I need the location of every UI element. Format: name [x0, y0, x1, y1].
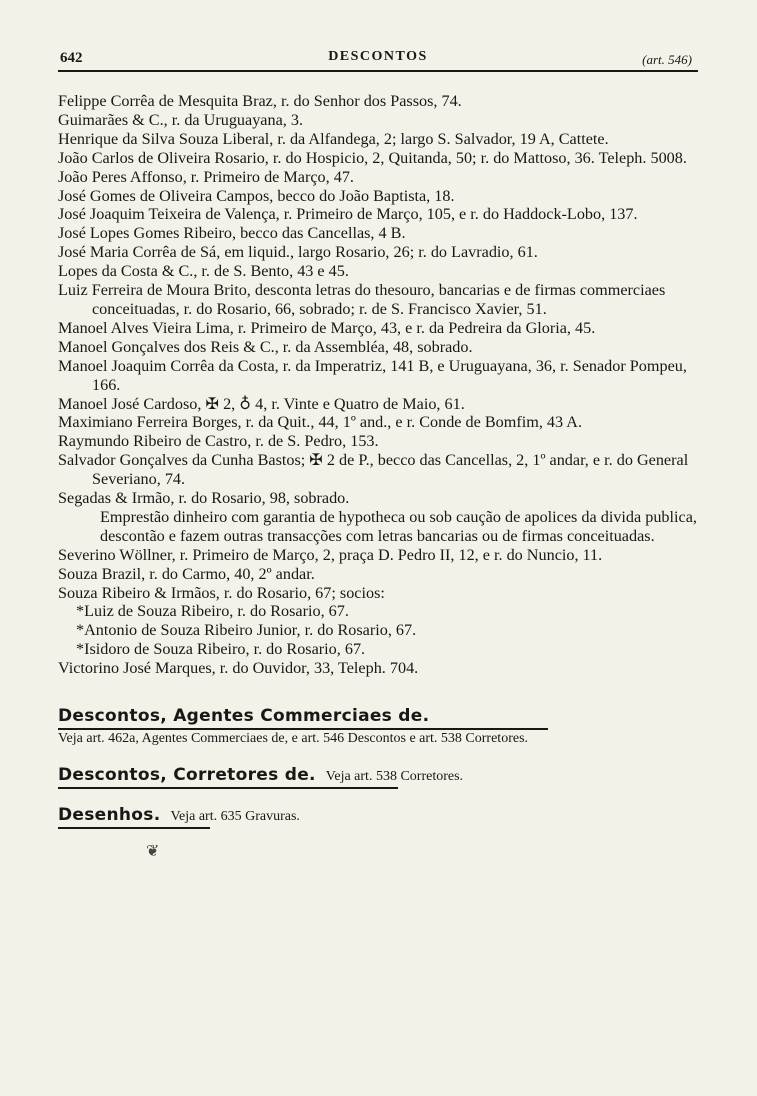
section-agentes — [58, 706, 666, 747]
entry: Manoel Gonçalves dos Reis & C., r. da Assembléa, 48, sobrado. — [58, 337, 473, 356]
article-reference: (art. 546) — [642, 52, 692, 67]
section-title: Desenhos. — [58, 805, 161, 826]
entry: Guimarães & C., r. da Uruguayana, 3. — [58, 110, 303, 129]
entry: Segadas & Irmão, r. do Rosario, 98, sobrado. — [58, 489, 350, 508]
section-note: Veja art. 462a, Agentes Commerciaes de, e art. 546 Descontos e art. 538 Corretores. — [58, 731, 529, 747]
entry: Souza Brazil, r. do Carmo, 40, 2º andar. — [58, 564, 315, 583]
section-desenhos — [58, 805, 666, 829]
entry-description: Emprestão dinheiro com garantia de hypotheca ou sob caução de apolices da divida publica, descontão e fazem outras transacções com letras bancarias ou de firmas conceituadas. — [100, 507, 697, 545]
page-number: 642 — [60, 50, 83, 66]
entry: João Carlos de Oliveira Rosario, r. do Hospicio, 2, Quitanda, 50; r. do Mattoso, 36. Teleph. 5008. — [58, 148, 687, 167]
entries-list — [58, 92, 698, 678]
entry: Victorino José Marques, r. do Ouvidor, 33, Teleph. 704. — [58, 659, 419, 678]
entry: José Joaquim Teixeira de Valença, r. Primeiro de Março, 105, e r. do Haddock-Lobo, 137. — [58, 205, 638, 224]
section-corretores — [58, 765, 666, 789]
entry: José Maria Corrêa de Sá, em liquid., largo Rosario, 26; r. do Lavradio, 61. — [58, 243, 538, 262]
entry: Manoel Alves Vieira Lima, r. Primeiro de Março, 43, e r. da Pedreira da Gloria, 45. — [58, 318, 596, 337]
entry: Maximiano Ferreira Borges, r. da Quit., 44, 1º and., e r. Conde de Bomfim, 43 A. — [58, 413, 582, 432]
section-rule — [58, 786, 398, 789]
ornament-icon: ❦ — [146, 841, 160, 861]
directory-page — [58, 44, 698, 860]
entry: Salvador Gonçalves da Cunha Bastos; ✠ 2 de P., becco das Cancellas, 2, 1º andar, e r. do General Severiano, 74. — [58, 451, 689, 489]
entry: Henrique da Silva Souza Liberal, r. da Alfandega, 2; largo S. Salvador, 19 A, Cattete. — [58, 129, 609, 148]
section-title: Descontos, Corretores de. — [58, 765, 316, 786]
entry: Lopes da Costa & C., r. de S. Bento, 43 e 45. — [58, 262, 349, 281]
partner-item: *Luiz de Souza Ribeiro, r. do Rosario, 67. — [76, 602, 349, 621]
section-rule — [58, 826, 210, 829]
section-note: Veja art. 635 Gravuras. — [170, 809, 300, 825]
entry: João Peres Affonso, r. Primeiro de Março, 47. — [58, 167, 354, 186]
running-title: DESCONTOS — [328, 49, 428, 64]
entry: José Gomes de Oliveira Campos, becco do João Baptista, 18. — [58, 186, 455, 205]
entry: Manoel José Cardoso, ✠ 2, ♁ 4, r. Vinte e Quatro de Maio, 61. — [58, 394, 465, 413]
entry: Raymundo Ribeiro de Castro, r. de S. Pedro, 153. — [58, 432, 379, 451]
entry: Souza Ribeiro & Irmãos, r. do Rosario, 67; socios: — [58, 583, 385, 602]
partner-item: *Antonio de Souza Ribeiro Junior, r. do Rosario, 67. — [76, 621, 417, 640]
entry: Severino Wöllner, r. Primeiro de Março, 2, praça D. Pedro II, 12, e r. do Nuncio, 11. — [58, 545, 603, 564]
partner-item: *Isidoro de Souza Ribeiro, r. do Rosario, 67. — [76, 640, 366, 659]
section-note: Veja art. 538 Corretores. — [325, 769, 464, 785]
entry: Manoel Joaquim Corrêa da Costa, r. da Imperatriz, 141 B, e Uruguayana, 36, r. Senador Pompeu, 166. — [58, 356, 687, 394]
page-header — [58, 44, 698, 72]
entry: José Lopes Gomes Ribeiro, becco das Cancellas, 4 B. — [58, 224, 406, 243]
entry: Felippe Corrêa de Mesquita Braz, r. do Senhor dos Passos, 74. — [58, 92, 462, 110]
section-title: Descontos, Agentes Commerciaes de. — [58, 706, 430, 727]
entry: Luiz Ferreira de Moura Brito, desconta letras do thesouro, bancarias e de firmas commerciaes conceituadas, r. do Rosario, 66, sobrado; r. de S. Francisco Xavier, 51. — [58, 281, 666, 318]
